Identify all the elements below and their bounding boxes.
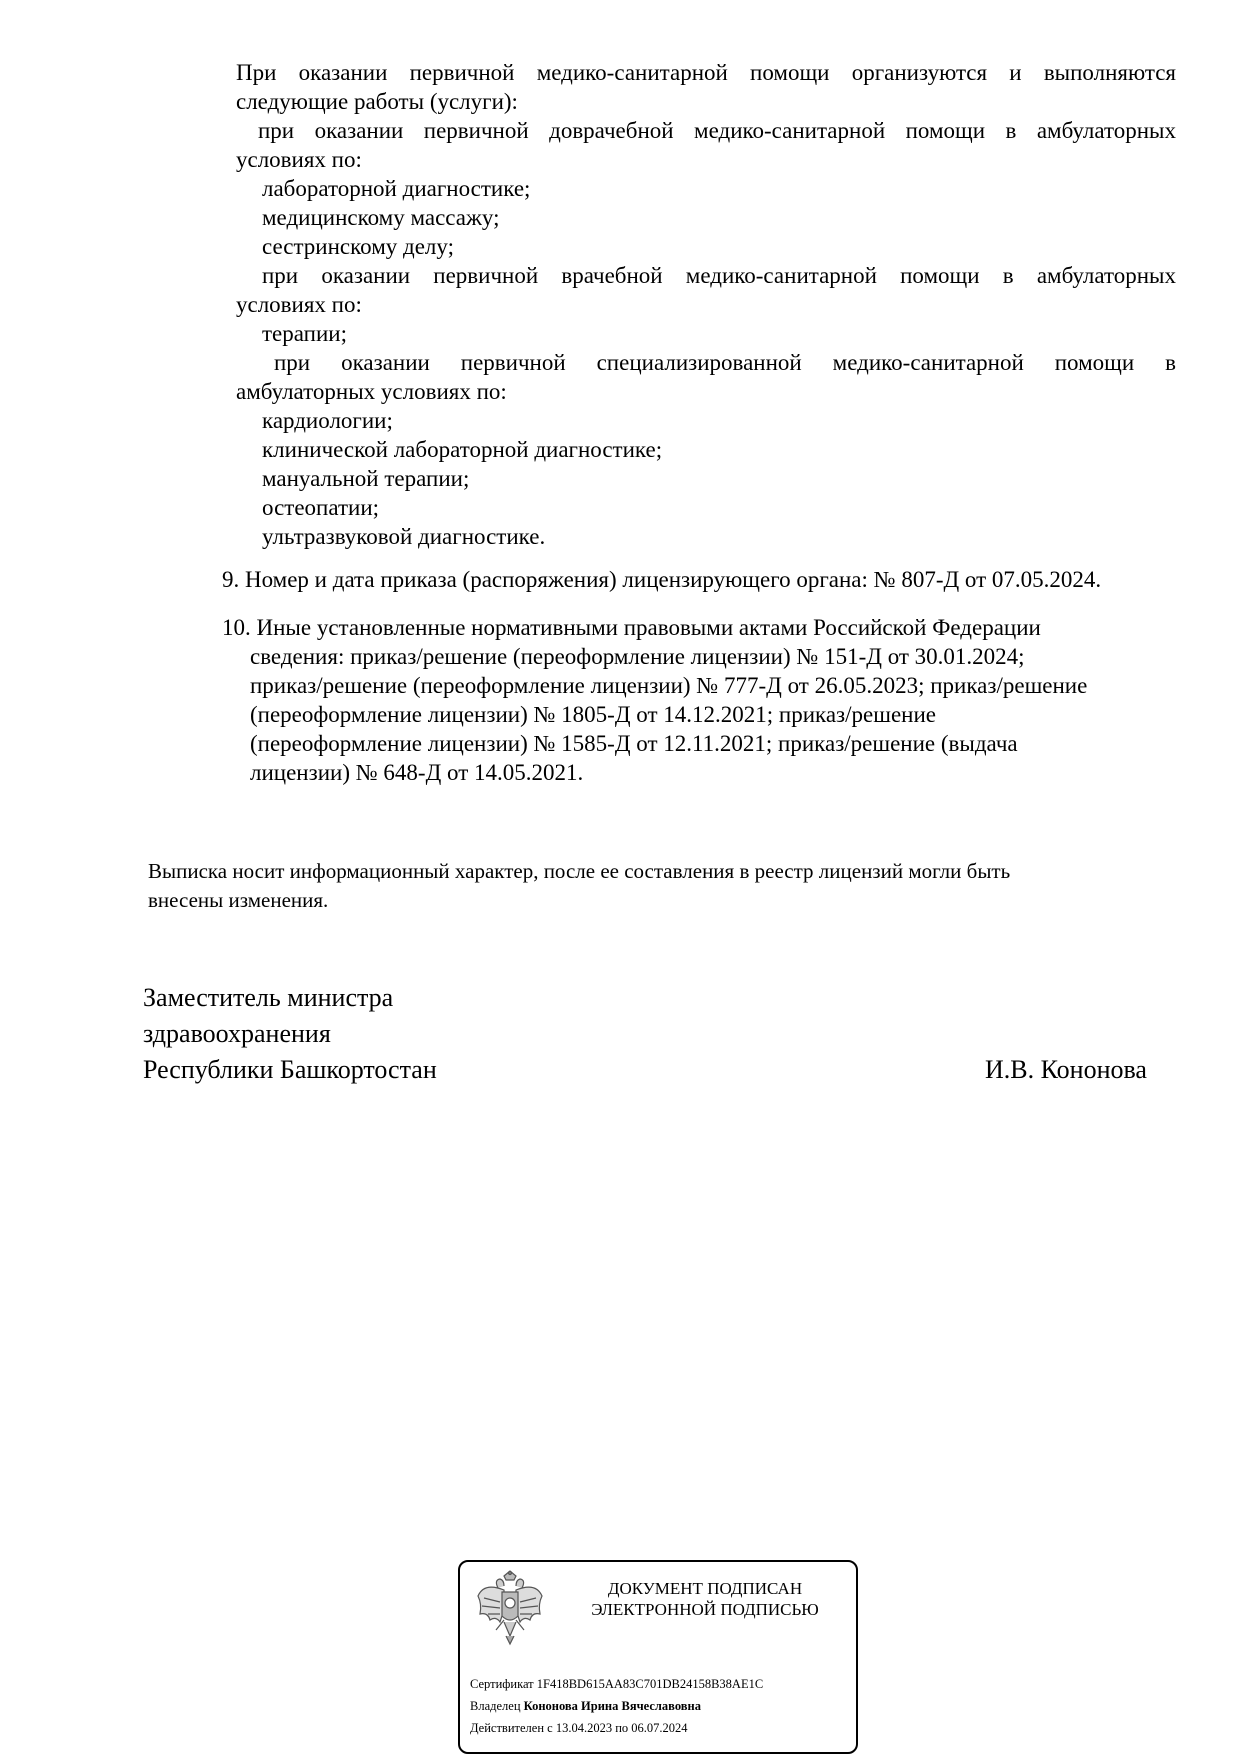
- valid-to-label: по: [615, 1721, 629, 1735]
- service-item: терапии;: [262, 321, 347, 346]
- stamp-owner: [470, 1698, 701, 1714]
- item-10: [222, 613, 1182, 787]
- valid-label: Действителен с: [470, 1721, 553, 1735]
- premedical-heading: условиях по:: [236, 147, 362, 172]
- services-intro-line: При оказании первичной медико-санитарной помощи организуются и выполняются: [236, 60, 1176, 85]
- certificate-number: 1F418BD615AA83C701DB24158B38AE1C: [536, 1677, 764, 1691]
- services-intro-line: следующие работы (услуги):: [236, 89, 518, 114]
- note-line: внесены изменения.: [148, 888, 329, 912]
- medical-heading: при оказании первичной врачебной медико-санитарной помощи в амбулаторных: [262, 263, 1176, 288]
- specialized-heading: при оказании первичной специализированной медико-санитарной помощи в: [274, 350, 1176, 375]
- informational-note: [148, 857, 1188, 915]
- specialized-heading: амбулаторных условиях по:: [236, 379, 507, 404]
- item-10-line: приказ/решение (переоформление лицензии) № 777-Д от 26.05.2023; приказ/решение: [250, 673, 1088, 698]
- stamp-title-line: ЭЛЕКТРОННОЙ ПОДПИСЬЮ: [591, 1600, 819, 1619]
- service-item: мануальной терапии;: [262, 466, 470, 491]
- item-10-line: 10. Иные установленные нормативными правовыми актами Российской Федерации: [222, 615, 1041, 640]
- service-item: сестринскому делу;: [262, 234, 454, 259]
- position-line: Заместитель министра: [143, 983, 394, 1012]
- signatory-position: [143, 980, 437, 1088]
- medical-heading: условиях по:: [236, 292, 362, 317]
- note-line: Выписка носит информационный характер, после ее составления в реестр лицензий могли быть: [148, 859, 1011, 883]
- service-item: остеопатии;: [262, 495, 380, 520]
- item-10-line: сведения: приказ/решение (переоформление лицензии) № 151-Д от 30.01.2024;: [250, 644, 1025, 669]
- service-item: клинической лабораторной диагностике;: [262, 437, 663, 462]
- services-section: [236, 58, 1176, 551]
- item-10-line: (переоформление лицензии) № 1585-Д от 12.11.2021; приказ/решение (выдача: [250, 731, 1018, 756]
- service-item: ультразвуковой диагностике.: [262, 524, 546, 549]
- coat-of-arms-icon: [474, 1570, 546, 1648]
- stamp-validity: [470, 1720, 688, 1736]
- service-item: кардиологии;: [262, 408, 393, 433]
- item-9: 9. Номер и дата приказа (распоряжения) лицензирующего органа: № 807-Д от 07.05.2024.: [222, 567, 1102, 592]
- service-item: медицинскому массажу;: [262, 205, 500, 230]
- item-10-line: лицензии) № 648-Д от 14.05.2021.: [250, 760, 584, 785]
- stamp-title: [560, 1578, 850, 1620]
- signatory-name: И.В. Кононова: [985, 1055, 1147, 1084]
- position-line: здравоохранения: [143, 1019, 331, 1048]
- item-10-line: (переоформление лицензии) № 1805-Д от 14.12.2021; приказ/решение: [250, 702, 936, 727]
- premedical-heading: при оказании первичной доврачебной медико-санитарной помощи в амбулаторных: [258, 118, 1176, 143]
- owner-label: Владелец: [470, 1699, 521, 1713]
- stamp-certificate: [470, 1676, 763, 1692]
- certificate-label: Сертификат: [470, 1677, 534, 1691]
- valid-to: 06.07.2024: [631, 1721, 688, 1735]
- position-line: Республики Башкортостан: [143, 1055, 437, 1084]
- electronic-signature-stamp: [458, 1560, 858, 1754]
- owner-name: Кононова Ирина Вячеславовна: [523, 1699, 701, 1713]
- service-item: лабораторной диагностике;: [262, 176, 531, 201]
- stamp-title-line: ДОКУМЕНТ ПОДПИСАН: [607, 1579, 803, 1598]
- valid-from: 13.04.2023: [555, 1721, 613, 1735]
